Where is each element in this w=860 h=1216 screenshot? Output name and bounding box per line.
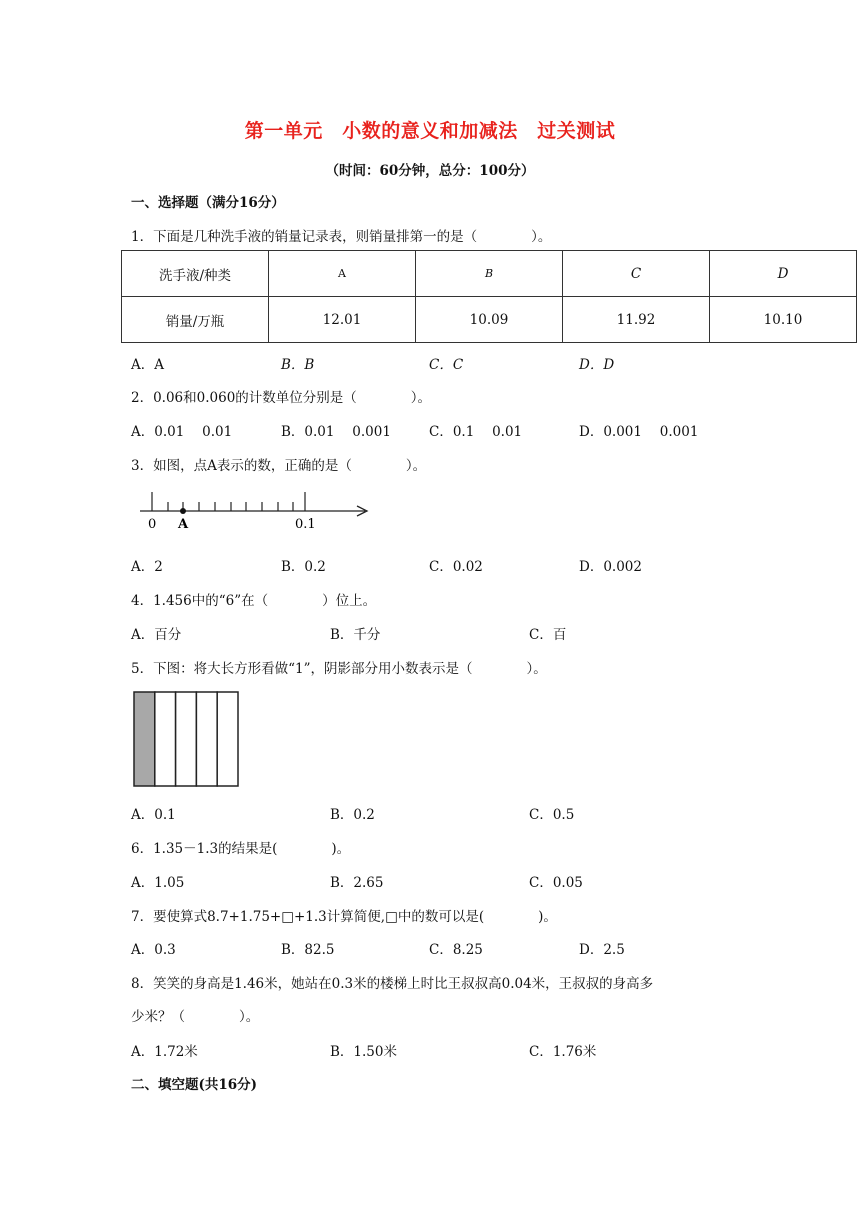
q1-option-c[interactable]: C．C [429, 357, 464, 373]
q2-option-d[interactable]: D．0.001 0.001 [579, 424, 699, 440]
question-8-line-1: 8．笑笑的身高是1.46米，她站在0.3米的楼梯上时比王叔叔高0.04米，王叔叔的身高多 [131, 976, 654, 992]
q5-option-c[interactable]: C．0.5 [529, 807, 575, 823]
q6-option-c[interactable]: C．0.05 [529, 875, 583, 891]
q5-option-b[interactable]: B．0.2 [330, 807, 375, 823]
question-2: 2．0.06和0.060的计数单位分别是（ ）。 [131, 390, 432, 406]
table-row [122, 251, 857, 297]
number-line-ticks [152, 492, 305, 511]
label-0-1: 0.1 [295, 517, 316, 532]
q3-option-d[interactable]: D．0.002 [579, 559, 642, 575]
q6-option-b[interactable]: B．2.65 [330, 875, 384, 891]
label-a: A [178, 517, 189, 532]
question-4: 4．1.456中的“6”在（ ）位上。 [131, 593, 377, 609]
q8-option-c[interactable]: C．1.76米 [529, 1044, 597, 1060]
number-line [135, 486, 375, 534]
q2-option-c[interactable]: C．0.1 0.01 [429, 424, 523, 440]
unshaded-part [217, 692, 238, 786]
page-subtitle: （时间：60分钟，总分：100分） [325, 163, 535, 179]
unshaded-part [155, 692, 176, 786]
label-zero: 0 [148, 517, 157, 532]
unshaded-part [196, 692, 217, 786]
q4-option-a[interactable]: A．百分 [131, 627, 182, 643]
table-cell: 11.92 [563, 297, 710, 343]
question-8-line-2: 少米？（ ）。 [131, 1009, 260, 1025]
table-row [122, 297, 857, 343]
q7-option-d[interactable]: D．2.5 [579, 942, 625, 958]
unshaded-part [176, 692, 197, 786]
shaded-part [134, 692, 155, 786]
q4-option-c[interactable]: C．百 [529, 627, 567, 643]
q2-option-b[interactable]: B．0.01 0.001 [281, 424, 391, 440]
page-title: 第一单元 小数的意义和加减法 过关测试 [244, 120, 616, 142]
section-choice-heading: 一、选择题（满分16分） [131, 195, 285, 211]
q3-option-c[interactable]: C．0.02 [429, 559, 483, 575]
table-header-cell: 销量/万瓶 [122, 297, 269, 343]
question-1: 1．下面是几种洗手液的销量记录表，则销量排第一的是（ ）。 [131, 229, 552, 245]
q7-option-c[interactable]: C．8.25 [429, 942, 483, 958]
table-cell: B [416, 251, 563, 297]
q4-option-b[interactable]: B．千分 [330, 627, 381, 643]
table-cell: A [269, 251, 416, 297]
question-5: 5．下图：将大长方形看做“1”，阴影部分用小数表示是（ ）。 [131, 661, 547, 677]
point-a-marker [180, 508, 186, 514]
q1-option-b[interactable]: B．B [281, 357, 315, 373]
sales-table [121, 250, 857, 343]
q7-option-a[interactable]: A．0.3 [131, 942, 176, 958]
shaded-rectangle-figure [132, 690, 240, 788]
q3-option-b[interactable]: B．0.2 [281, 559, 326, 575]
question-7: 7．要使算式8.7+1.75+□+1.3计算简便,□中的数可以是( )。 [131, 909, 557, 925]
question-3: 3．如图，点A表示的数，正确的是（ ）。 [131, 458, 427, 474]
q2-option-a[interactable]: A．0.01 0.01 [131, 424, 233, 440]
q3-option-a[interactable]: A．2 [131, 559, 163, 575]
q8-option-b[interactable]: B．1.50米 [330, 1044, 397, 1060]
table-cell: D [710, 251, 857, 297]
table-header-cell: 洗手液/种类 [122, 251, 269, 297]
section-fill-heading: 二、填空题(共16分) [131, 1077, 258, 1093]
table-cell: 10.09 [416, 297, 563, 343]
q6-option-a[interactable]: A．1.05 [131, 875, 185, 891]
q7-option-b[interactable]: B．82.5 [281, 942, 335, 958]
table-cell: C [563, 251, 710, 297]
question-6: 6．1.35－1.3的结果是( )。 [131, 841, 351, 857]
q8-option-a[interactable]: A．1.72米 [131, 1044, 198, 1060]
table-cell: 10.10 [710, 297, 857, 343]
q1-option-d[interactable]: D．D [579, 357, 615, 373]
table-cell: 12.01 [269, 297, 416, 343]
q5-option-a[interactable]: A．0.1 [131, 807, 176, 823]
q1-option-a[interactable]: A．A [131, 357, 164, 373]
